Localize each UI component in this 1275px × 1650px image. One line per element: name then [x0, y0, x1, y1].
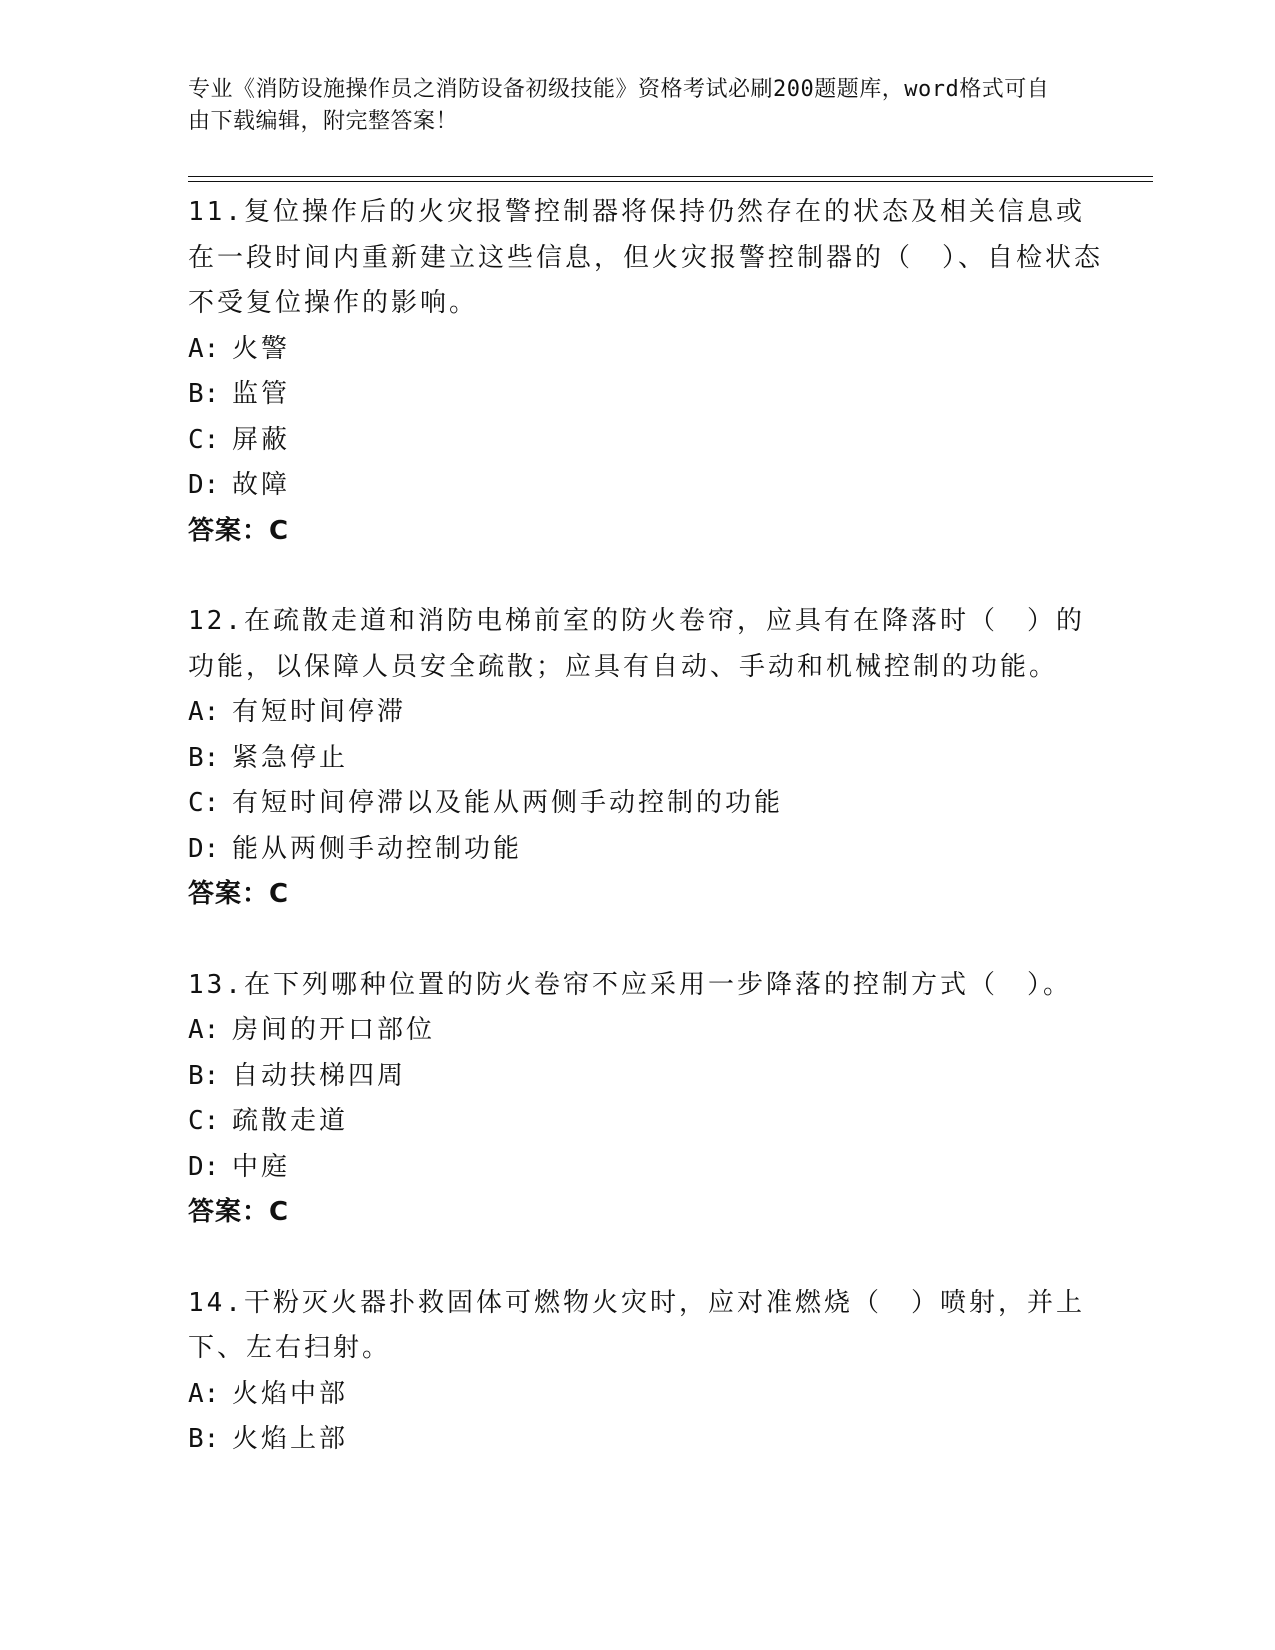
option-key: D:	[188, 470, 220, 500]
option-key: C:	[188, 424, 220, 455]
option-d	[188, 1145, 1108, 1191]
option-text: 监管	[232, 379, 291, 409]
question-list	[188, 190, 1108, 1508]
option-key: B:	[188, 1060, 220, 1091]
option-text: 故障	[232, 470, 291, 500]
question-item	[188, 599, 1108, 918]
question-item	[188, 963, 1108, 1236]
answer-line: 答案：C	[188, 515, 290, 546]
option-key: A:	[188, 697, 220, 727]
question-text: 12.在疏散走道和消防电梯前室的防火卷帘，应具有在降落时（ ）的功能，以保障人员安全疏散；应具有自动、手动和机械控制的功能。	[188, 606, 1085, 682]
option-text: 紧急停止	[232, 742, 349, 773]
option-d	[188, 827, 1108, 873]
option-text: 自动扶梯四周	[232, 1060, 407, 1091]
question-item	[188, 1281, 1108, 1463]
option-text: 火焰上部	[232, 1424, 349, 1454]
option-text: 屏蔽	[232, 424, 291, 455]
option-a	[188, 1008, 1108, 1054]
option-text: 疏散走道	[232, 1106, 349, 1136]
option-b	[188, 372, 1108, 418]
question-text: 14.干粉灭火器扑救固体可燃物火灾时，应对准燃烧（ ）喷射，并上下、左右扫射。	[188, 1287, 1085, 1363]
option-key: D:	[188, 1151, 220, 1182]
option-key: B:	[188, 742, 220, 773]
option-key: B:	[188, 379, 220, 409]
question-text: 11.复位操作后的火灾报警控制器将保持仍然存在的状态及相关信息或在一段时间内重新建立这些信息，但火灾报警控制器的（ ）、自检状态不受复位操作的影响。	[188, 197, 1104, 318]
answer-line: 答案：C	[188, 1197, 290, 1227]
option-text: 房间的开口部位	[232, 1015, 436, 1045]
option-key: C:	[188, 788, 220, 818]
option-b	[188, 1054, 1108, 1100]
option-b	[188, 736, 1108, 782]
option-a	[188, 1372, 1108, 1418]
option-text: 火警	[232, 333, 291, 364]
option-c	[188, 418, 1108, 464]
option-text: 能从两侧手动控制功能	[232, 833, 523, 864]
question-item	[188, 190, 1108, 554]
option-key: A:	[188, 1015, 220, 1045]
answer-line: 答案：C	[188, 879, 290, 909]
option-key: D:	[188, 833, 220, 864]
option-key: B:	[188, 1424, 220, 1454]
option-c	[188, 781, 1108, 827]
document-header-text: 专业《消防设施操作员之消防设备初级技能》资格考试必刷200题题库，word格式可自由下载编辑，附完整答案！	[188, 77, 1050, 134]
option-d	[188, 463, 1108, 509]
option-text: 中庭	[232, 1151, 291, 1182]
option-b	[188, 1417, 1108, 1463]
option-text: 有短时间停滞	[232, 697, 407, 727]
option-key: A:	[188, 1378, 220, 1409]
option-key: C:	[188, 1106, 220, 1136]
option-c	[188, 1099, 1108, 1145]
option-key: A:	[188, 333, 220, 364]
option-text: 有短时间停滞以及能从两侧手动控制的功能	[232, 788, 784, 818]
option-a	[188, 327, 1108, 373]
option-a	[188, 690, 1108, 736]
question-text: 13.在下列哪种位置的防火卷帘不应采用一步降落的控制方式（ ）。	[188, 969, 1072, 1000]
header-divider-line-secondary	[188, 181, 1153, 182]
option-text: 火焰中部	[232, 1378, 349, 1409]
header-divider-line	[188, 176, 1153, 177]
